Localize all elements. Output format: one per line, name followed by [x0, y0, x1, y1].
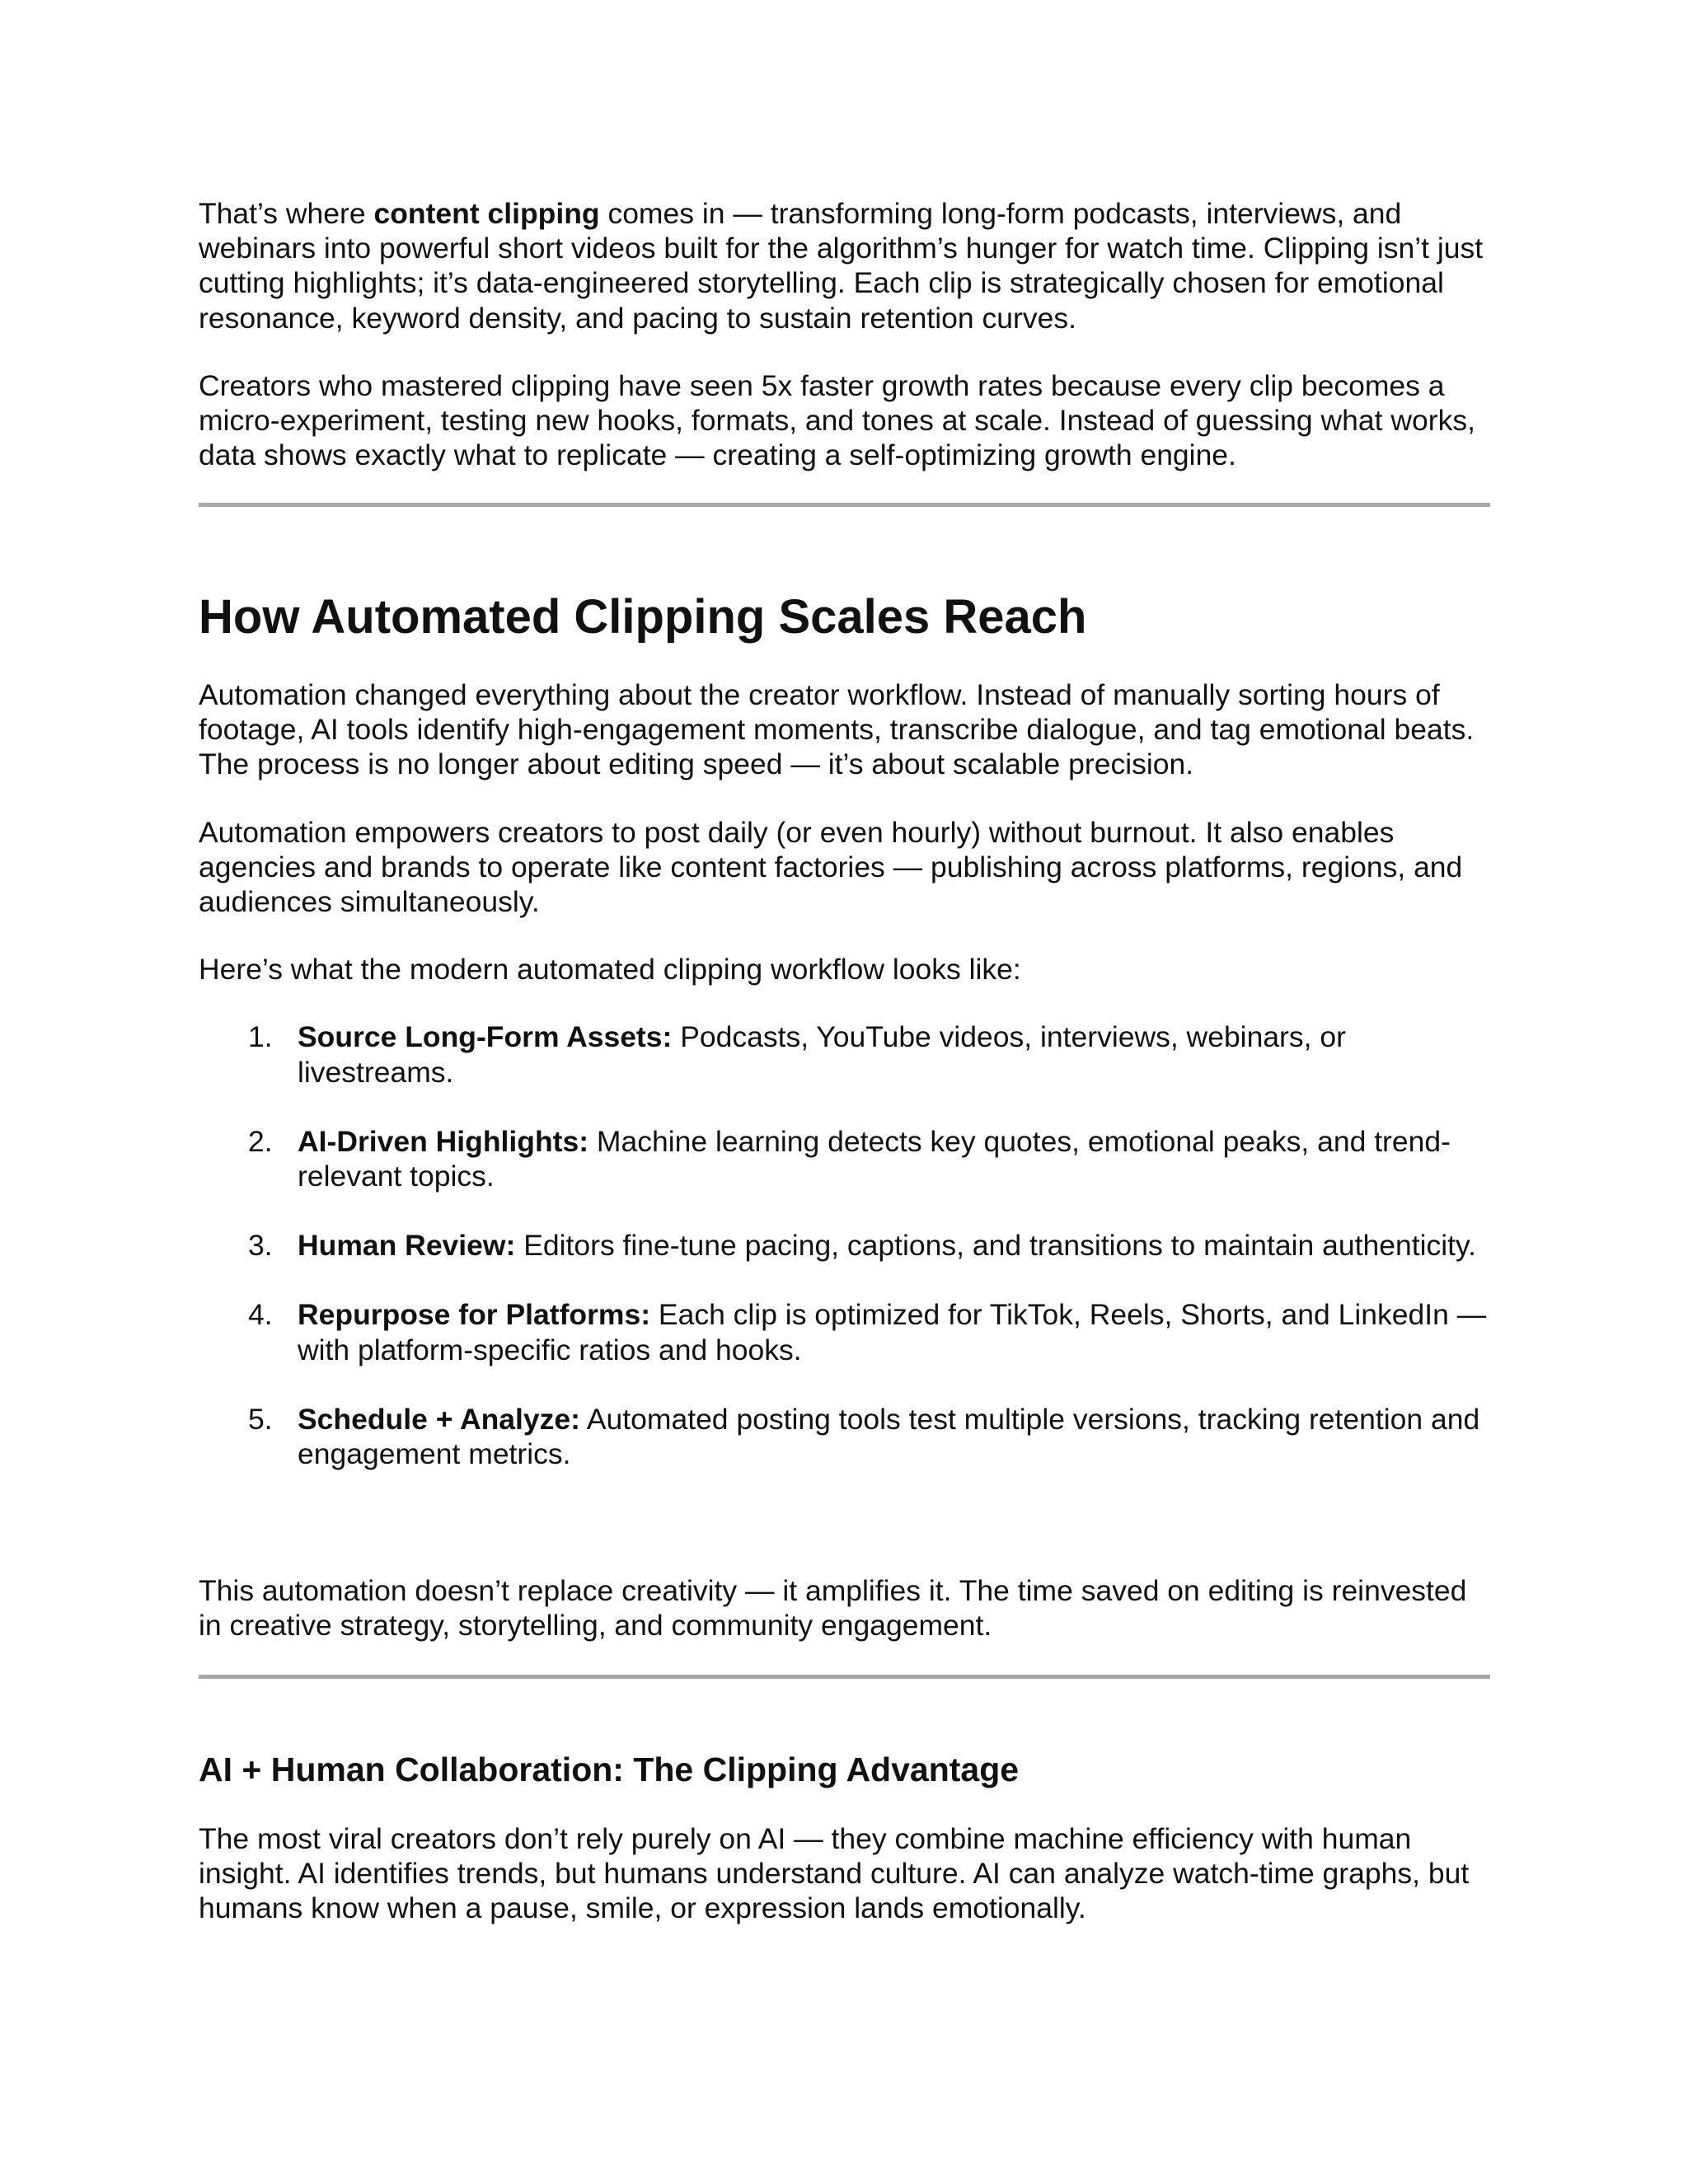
collaboration-heading: AI + Human Collaboration: The Clipping Advantage	[199, 1750, 1020, 1788]
automation-closing-section	[199, 1573, 1490, 1643]
intro-paragraph-1	[199, 196, 1490, 335]
collaboration-paragraph-1: The most viral creators don’t rely purely on AI — they combine machine efficiency with human insight. AI identifies trends, but humans understand culture. AI can analyze watch-time graphs, but humans know when a pause, smile, or expression lands emotionally.	[199, 1822, 1470, 1925]
intro-lead-text: That’s where	[199, 197, 374, 230]
intro-paragraph-2: Creators who mastered clipping have seen 5x faster growth rates because every clip becomes a micro-experiment, testing new hooks, formats, and tones at scale. Instead of guessing what works, data shows exactly what to replicate — creating a self-optimizing growth engine.	[199, 368, 1475, 472]
intro-section	[199, 196, 1490, 472]
automation-paragraph-2: Automation empowers creators to post daily (or even hourly) without burnout. It also enables agencies and brands to operate like content factories — publishing across platforms, regions, and audiences simultaneously.	[199, 815, 1463, 919]
step-title: Source Long-Form Assets:	[298, 1020, 673, 1054]
workflow-list-intro: Here’s what the modern automated clipping workflow looks like:	[199, 953, 1021, 987]
automation-section	[199, 590, 1490, 1506]
divider-1	[199, 503, 1490, 507]
step-number: 3.	[248, 1229, 273, 1263]
intro-rest-text: comes in — transforming long-form podcasts, interviews, and webinars into powerful short videos built for the algorithm’s hunger for watch time. Clipping isn’t just cutting highlights; it’s data-engineered storytelling. Each clip is strategically chosen for emotional resonance, keyword density, and pacing to sustain retention curves.	[199, 197, 1484, 335]
intro-bold-term: content clipping	[373, 197, 600, 230]
automation-closing-paragraph: This automation doesn’t replace creativity — it amplifies it. The time saved on editing is reinvested in creative strategy, storytelling, and community engagement.	[199, 1574, 1467, 1643]
workflow-step-3	[199, 1228, 1490, 1263]
workflow-step-2	[199, 1124, 1490, 1193]
step-title: Schedule + Analyze:	[298, 1402, 580, 1436]
step-title: Repurpose for Platforms:	[298, 1298, 651, 1332]
workflow-steps-list	[199, 1019, 1490, 1471]
step-text: Podcasts, YouTube videos, interviews, webinars, or livestreams.	[298, 1020, 1346, 1089]
step-number: 4.	[248, 1298, 273, 1332]
step-text: Automated posting tools test multiple versions, tracking retention and engagement metrics.	[298, 1402, 1480, 1471]
step-text: Each clip is optimized for TikTok, Reels, Shorts, and LinkedIn — with platform-specific ratios and hooks.	[298, 1298, 1487, 1366]
divider-2	[199, 1675, 1490, 1679]
workflow-step-4	[199, 1297, 1490, 1366]
workflow-step-5	[199, 1402, 1490, 1471]
step-number: 1.	[248, 1020, 273, 1054]
step-text: Machine learning detects key quotes, emotional peaks, and trend-relevant topics.	[298, 1124, 1451, 1193]
step-number: 5.	[248, 1402, 273, 1436]
step-text: Editors fine-tune pacing, captions, and transitions to maintain authenticity.	[515, 1229, 1476, 1263]
step-number: 2.	[248, 1124, 273, 1158]
automation-paragraph-1: Automation changed everything about the creator workflow. Instead of manually sorting hours of footage, AI tools identify high-engagement moments, transcribe dialogue, and tag emotional beats. The process is no longer about editing speed — it’s about scalable precision.	[199, 678, 1475, 781]
step-title: AI-Driven Highlights:	[298, 1124, 589, 1158]
step-title: Human Review:	[298, 1229, 516, 1263]
automation-heading: How Automated Clipping Scales Reach	[199, 590, 1087, 644]
workflow-step-1	[199, 1019, 1490, 1089]
collaboration-section	[199, 1750, 1490, 1926]
